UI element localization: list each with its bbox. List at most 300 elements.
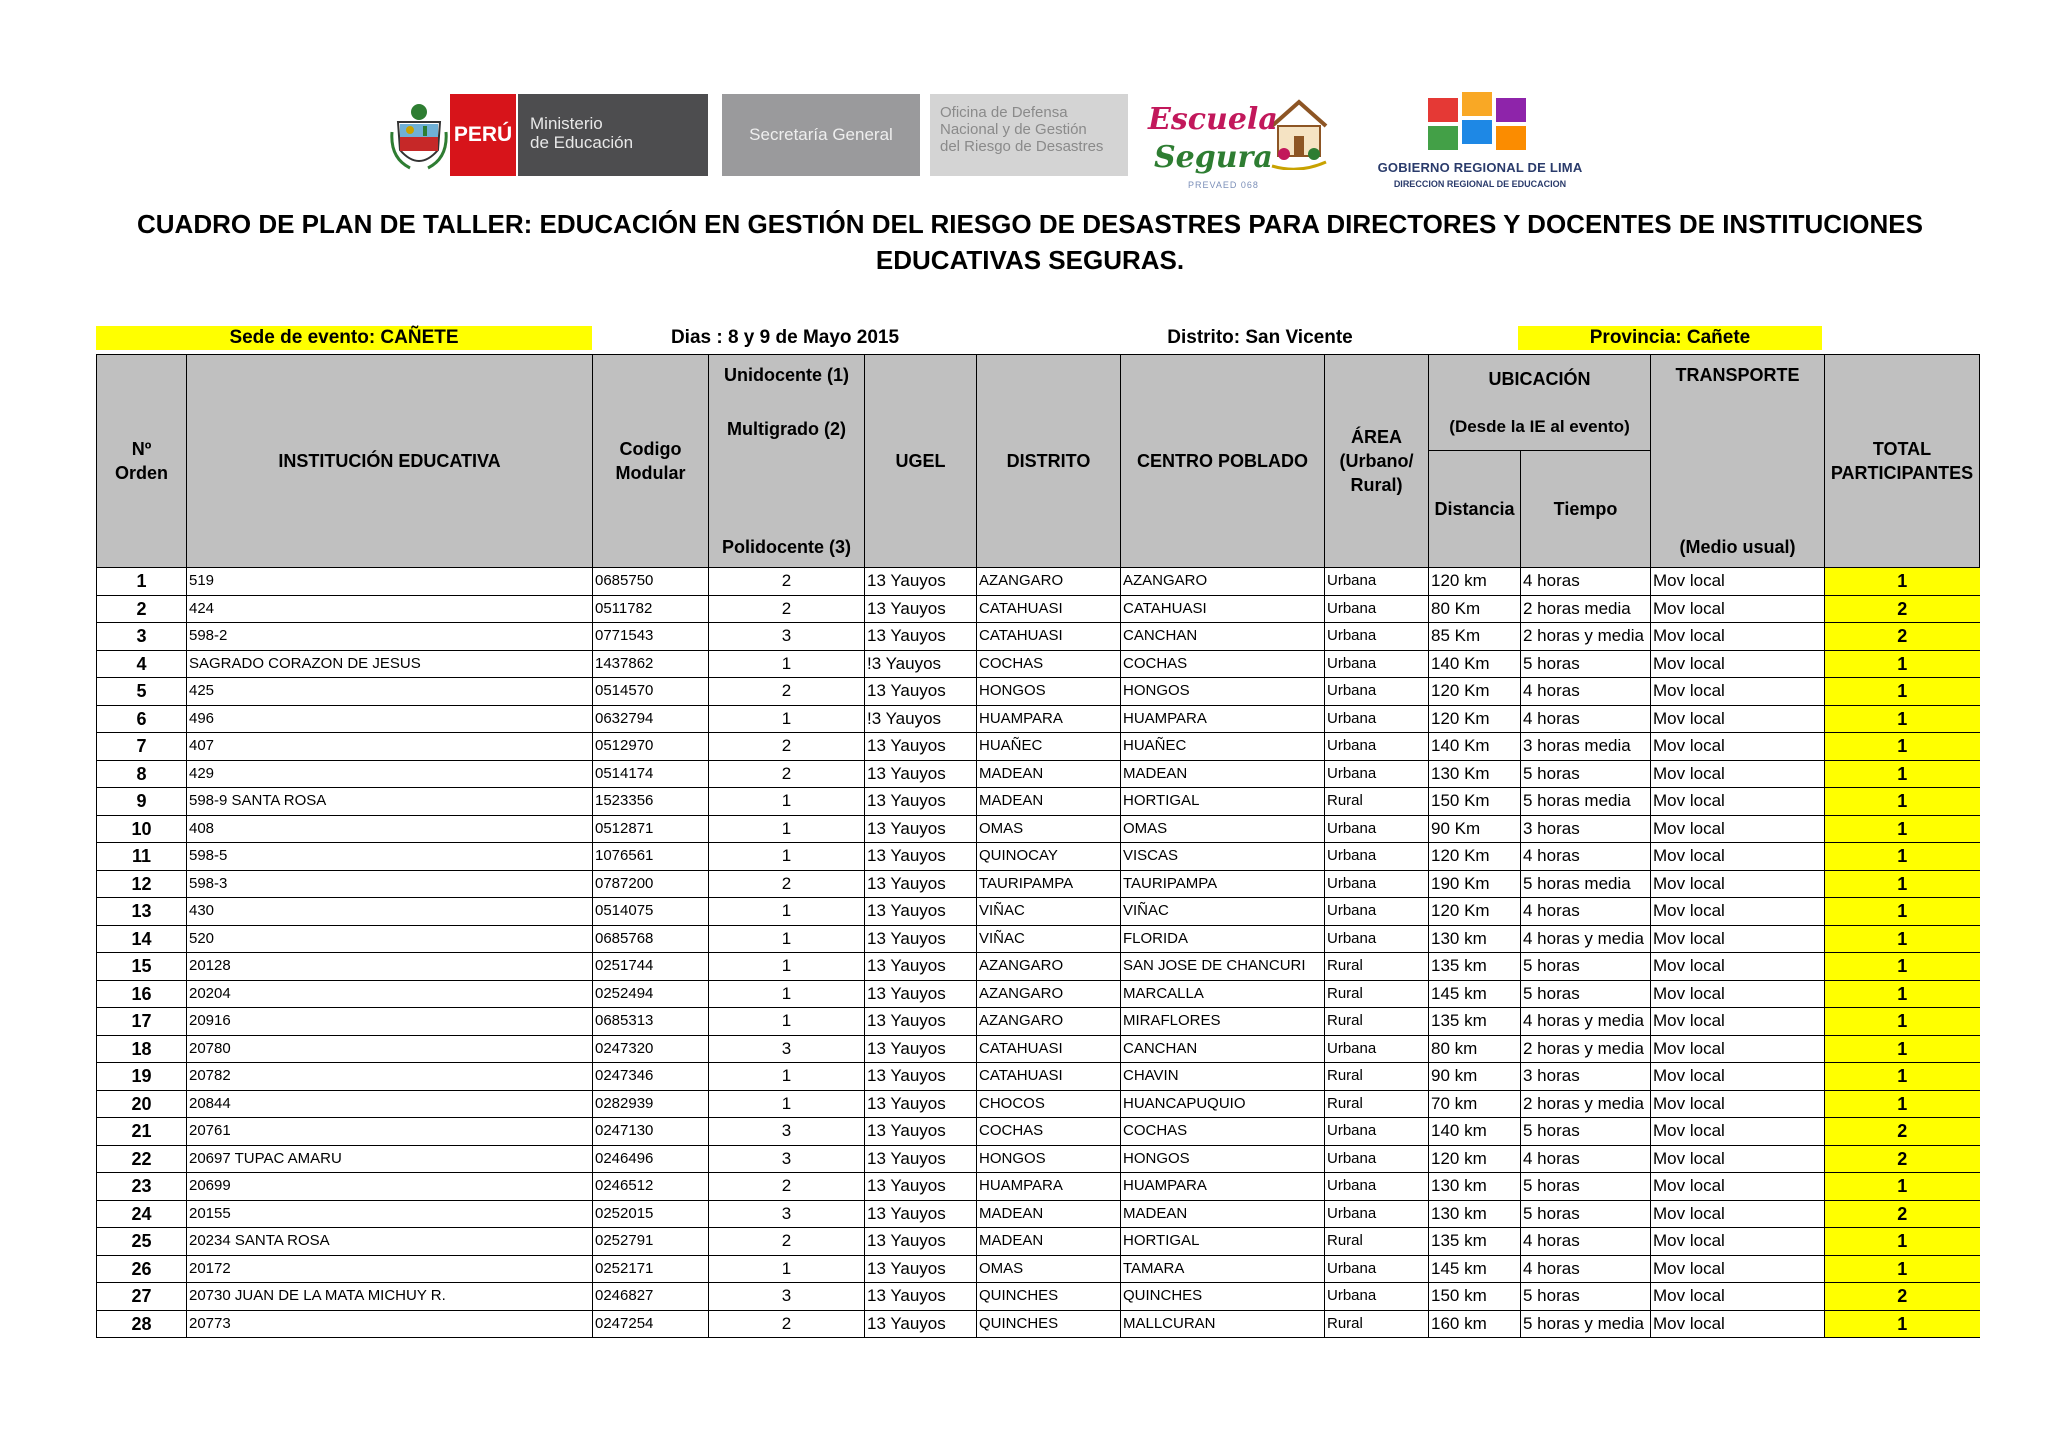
total-cell: 1	[1825, 1063, 1980, 1091]
total-cell: 1	[1825, 1310, 1980, 1338]
distancia-cell: 135 km	[1429, 1008, 1521, 1036]
centro-poblado-cell: COCHAS	[1121, 650, 1325, 678]
institucion-cell: 519	[187, 568, 593, 596]
transporte-cell: Mov local	[1651, 1090, 1825, 1118]
institucion-cell: 20697 TUPAC AMARU	[187, 1145, 593, 1173]
total-cell: 1	[1825, 568, 1980, 596]
institucion-cell: 20916	[187, 1008, 593, 1036]
codigo-cell: 0685313	[593, 1008, 709, 1036]
distrito-cell: OMAS	[977, 1255, 1121, 1283]
table-row	[97, 1090, 1980, 1118]
distrito-cell: MADEAN	[977, 1200, 1121, 1228]
tiempo-cell: 2 horas media	[1521, 595, 1651, 623]
distancia-cell: 135 km	[1429, 953, 1521, 981]
centro-poblado-cell: VISCAS	[1121, 843, 1325, 871]
tiempo-cell: 3 horas media	[1521, 733, 1651, 761]
header-institucion: INSTITUCIÓN EDUCATIVA	[187, 355, 593, 568]
transporte-cell: Mov local	[1651, 650, 1825, 678]
area-cell: Urbana	[1325, 1283, 1429, 1311]
institucion-cell: 408	[187, 815, 593, 843]
table-row	[97, 678, 1980, 706]
institucion-cell: 20234 SANTA ROSA	[187, 1228, 593, 1256]
area-cell: Urbana	[1325, 870, 1429, 898]
centro-poblado-cell: MALLCURAN	[1121, 1310, 1325, 1338]
tipo-cell: 1	[709, 705, 865, 733]
distancia-cell: 130 km	[1429, 1200, 1521, 1228]
prevaed-text: PREVAED 068	[1188, 180, 1259, 190]
distrito-cell: MADEAN	[977, 1228, 1121, 1256]
codigo-cell: 0247130	[593, 1118, 709, 1146]
tipo-cell: 2	[709, 568, 865, 596]
codigo-cell: 0514075	[593, 898, 709, 926]
tipo-cell: 3	[709, 1118, 865, 1146]
transporte-cell: Mov local	[1651, 733, 1825, 761]
tipo-cell: 2	[709, 1310, 865, 1338]
area-cell: Urbana	[1325, 650, 1429, 678]
codigo-cell: 0512970	[593, 733, 709, 761]
transporte-cell: Mov local	[1651, 1228, 1825, 1256]
tipo-cell: 1	[709, 843, 865, 871]
institucion-cell: 20730 JUAN DE LA MATA MICHUY R.	[187, 1283, 593, 1311]
ugel-cell: 13 Yauyos	[865, 870, 977, 898]
tipo-cell: 3	[709, 1200, 865, 1228]
institucion-cell: 430	[187, 898, 593, 926]
dias-label: Dias : 8 y 9 de Mayo 2015	[670, 327, 900, 348]
tipo-cell: 1	[709, 1090, 865, 1118]
centro-poblado-cell: HUANCAPUQUIO	[1121, 1090, 1325, 1118]
centro-poblado-cell: OMAS	[1121, 815, 1325, 843]
table-row	[97, 1200, 1980, 1228]
tipo-cell: 1	[709, 1255, 865, 1283]
tipo-cell: 1	[709, 650, 865, 678]
distancia-cell: 160 km	[1429, 1310, 1521, 1338]
ugel-cell: 13 Yauyos	[865, 788, 977, 816]
row-number: 12	[97, 870, 187, 898]
transporte-cell: Mov local	[1651, 843, 1825, 871]
tipo-cell: 2	[709, 595, 865, 623]
row-number: 23	[97, 1173, 187, 1201]
table-row	[97, 705, 1980, 733]
transporte-cell: Mov local	[1651, 788, 1825, 816]
distrito-cell: QUINOCAY	[977, 843, 1121, 871]
distancia-cell: 80 km	[1429, 1035, 1521, 1063]
tipo-cell: 2	[709, 870, 865, 898]
area-cell: Urbana	[1325, 568, 1429, 596]
table-row	[97, 1310, 1980, 1338]
ugel-cell: 13 Yauyos	[865, 953, 977, 981]
tiempo-cell: 5 horas	[1521, 980, 1651, 1008]
codigo-cell: 0252791	[593, 1228, 709, 1256]
table-row	[97, 843, 1980, 871]
table-row	[97, 1173, 1980, 1201]
distrito-cell: CHOCOS	[977, 1090, 1121, 1118]
total-cell: 2	[1825, 1283, 1980, 1311]
ugel-cell: !3 Yauyos	[865, 650, 977, 678]
ugel-cell: 13 Yauyos	[865, 1283, 977, 1311]
institucion-cell: 520	[187, 925, 593, 953]
area-cell: Urbana	[1325, 1035, 1429, 1063]
tipo-cell: 2	[709, 733, 865, 761]
area-cell: Urbana	[1325, 898, 1429, 926]
row-number: 4	[97, 650, 187, 678]
ugel-cell: 13 Yauyos	[865, 623, 977, 651]
area-cell: Rural	[1325, 1228, 1429, 1256]
area-cell: Urbana	[1325, 1255, 1429, 1283]
tipo-cell: 1	[709, 1008, 865, 1036]
codigo-cell: 0246827	[593, 1283, 709, 1311]
table-row	[97, 733, 1980, 761]
total-cell: 1	[1825, 1035, 1980, 1063]
transporte-cell: Mov local	[1651, 705, 1825, 733]
codigo-cell: 0247320	[593, 1035, 709, 1063]
codigo-cell: 0771543	[593, 623, 709, 651]
ugel-cell: 13 Yauyos	[865, 733, 977, 761]
total-cell: 2	[1825, 1200, 1980, 1228]
distancia-cell: 190 Km	[1429, 870, 1521, 898]
transporte-cell: Mov local	[1651, 1035, 1825, 1063]
row-number: 26	[97, 1255, 187, 1283]
institucion-cell: 20780	[187, 1035, 593, 1063]
total-cell: 1	[1825, 678, 1980, 706]
area-cell: Urbana	[1325, 1118, 1429, 1146]
header-codigo: Codigo Modular	[593, 355, 709, 568]
row-number: 28	[97, 1310, 187, 1338]
codigo-cell: 0514570	[593, 678, 709, 706]
tiempo-cell: 4 horas	[1521, 678, 1651, 706]
row-number: 10	[97, 815, 187, 843]
gobierno-blocks-icon	[1424, 92, 1536, 158]
distancia-cell: 140 Km	[1429, 650, 1521, 678]
area-cell: Rural	[1325, 1090, 1429, 1118]
ugel-cell: 13 Yauyos	[865, 595, 977, 623]
tiempo-cell: 5 horas media	[1521, 788, 1651, 816]
distancia-cell: 120 Km	[1429, 705, 1521, 733]
row-number: 3	[97, 623, 187, 651]
total-cell: 1	[1825, 1173, 1980, 1201]
transporte-cell: Mov local	[1651, 980, 1825, 1008]
centro-poblado-cell: MADEAN	[1121, 1200, 1325, 1228]
row-number: 20	[97, 1090, 187, 1118]
codigo-cell: 0511782	[593, 595, 709, 623]
transporte-cell: Mov local	[1651, 1173, 1825, 1201]
centro-poblado-cell: HUAÑEC	[1121, 733, 1325, 761]
transporte-cell: Mov local	[1651, 1200, 1825, 1228]
distrito-cell: TAURIPAMPA	[977, 870, 1121, 898]
transporte-cell: Mov local	[1651, 870, 1825, 898]
centro-poblado-cell: SAN JOSE DE CHANCURI	[1121, 953, 1325, 981]
table-row	[97, 1283, 1980, 1311]
distrito-cell: HUAMPARA	[977, 705, 1121, 733]
distrito-cell: AZANGARO	[977, 568, 1121, 596]
distancia-cell: 90 km	[1429, 1063, 1521, 1091]
header-centro-poblado: CENTRO POBLADO	[1121, 355, 1325, 568]
table-row	[97, 870, 1980, 898]
row-number: 7	[97, 733, 187, 761]
distancia-cell: 130 Km	[1429, 760, 1521, 788]
area-cell: Urbana	[1325, 843, 1429, 871]
table-row	[97, 1035, 1980, 1063]
peru-coat-of-arms-icon	[390, 102, 448, 172]
distancia-cell: 145 km	[1429, 980, 1521, 1008]
codigo-cell: 0246496	[593, 1145, 709, 1173]
table-row	[97, 1118, 1980, 1146]
codigo-cell: 1523356	[593, 788, 709, 816]
transporte-cell: Mov local	[1651, 925, 1825, 953]
row-number: 5	[97, 678, 187, 706]
distrito-cell: QUINCHES	[977, 1310, 1121, 1338]
centro-poblado-cell: MADEAN	[1121, 760, 1325, 788]
ugel-cell: 13 Yauyos	[865, 1310, 977, 1338]
distancia-cell: 130 km	[1429, 925, 1521, 953]
tiempo-cell: 2 horas y media	[1521, 1090, 1651, 1118]
distrito-cell: CATAHUASI	[977, 1035, 1121, 1063]
tiempo-cell: 4 horas	[1521, 705, 1651, 733]
total-cell: 1	[1825, 1008, 1980, 1036]
codigo-cell: 0282939	[593, 1090, 709, 1118]
area-cell: Rural	[1325, 1063, 1429, 1091]
transporte-cell: Mov local	[1651, 568, 1825, 596]
row-number: 14	[97, 925, 187, 953]
header-distrito: DISTRITO	[977, 355, 1121, 568]
total-cell: 1	[1825, 760, 1980, 788]
row-number: 24	[97, 1200, 187, 1228]
institucion-cell: 425	[187, 678, 593, 706]
codigo-cell: 0252494	[593, 980, 709, 1008]
row-number: 2	[97, 595, 187, 623]
tiempo-cell: 5 horas	[1521, 1173, 1651, 1201]
distancia-cell: 140 km	[1429, 1118, 1521, 1146]
codigo-cell: 1076561	[593, 843, 709, 871]
total-cell: 1	[1825, 705, 1980, 733]
peru-logo: PERÚ	[450, 94, 516, 176]
header-ugel: UGEL	[865, 355, 977, 568]
distancia-cell: 120 km	[1429, 568, 1521, 596]
codigo-cell: 0787200	[593, 870, 709, 898]
tiempo-cell: 5 horas	[1521, 1200, 1651, 1228]
tiempo-cell: 2 horas y media	[1521, 1035, 1651, 1063]
centro-poblado-cell: HORTIGAL	[1121, 788, 1325, 816]
table-row	[97, 760, 1980, 788]
centro-poblado-cell: HORTIGAL	[1121, 1228, 1325, 1256]
tiempo-cell: 5 horas media	[1521, 870, 1651, 898]
tiempo-cell: 4 horas	[1521, 1228, 1651, 1256]
transporte-cell: Mov local	[1651, 1310, 1825, 1338]
distrito-cell: COCHAS	[977, 1118, 1121, 1146]
centro-poblado-cell: CANCHAN	[1121, 623, 1325, 651]
ugel-cell: !3 Yauyos	[865, 705, 977, 733]
area-cell: Urbana	[1325, 623, 1429, 651]
distancia-cell: 135 km	[1429, 1228, 1521, 1256]
distancia-cell: 120 km	[1429, 1145, 1521, 1173]
provincia-label: Provincia: Cañete	[1518, 326, 1822, 350]
ugel-cell: 13 Yauyos	[865, 568, 977, 596]
area-cell: Urbana	[1325, 705, 1429, 733]
tipo-cell: 1	[709, 788, 865, 816]
ugel-cell: 13 Yauyos	[865, 843, 977, 871]
header-total: TOTAL PARTICIPANTES	[1825, 355, 1980, 568]
distrito-cell: AZANGARO	[977, 980, 1121, 1008]
transporte-cell: Mov local	[1651, 760, 1825, 788]
total-cell: 1	[1825, 650, 1980, 678]
secretaria-logo: Secretaría General	[722, 94, 920, 176]
tiempo-cell: 5 horas	[1521, 953, 1651, 981]
distrito-cell: HUAMPARA	[977, 1173, 1121, 1201]
total-cell: 2	[1825, 1145, 1980, 1173]
distrito-cell: AZANGARO	[977, 953, 1121, 981]
tiempo-cell: 4 horas y media	[1521, 1008, 1651, 1036]
centro-poblado-cell: FLORIDA	[1121, 925, 1325, 953]
total-cell: 2	[1825, 623, 1980, 651]
header-distancia: Distancia	[1429, 451, 1521, 568]
header-transporte: TRANSPORTE (Medio usual)	[1651, 355, 1825, 568]
row-number: 27	[97, 1283, 187, 1311]
area-cell: Urbana	[1325, 1145, 1429, 1173]
area-cell: Rural	[1325, 953, 1429, 981]
tiempo-cell: 4 horas	[1521, 898, 1651, 926]
ugel-cell: 13 Yauyos	[865, 925, 977, 953]
gobierno-text: GOBIERNO REGIONAL DE LIMA	[1377, 160, 1583, 175]
area-cell: Urbana	[1325, 760, 1429, 788]
total-cell: 1	[1825, 925, 1980, 953]
distrito-cell: QUINCHES	[977, 1283, 1121, 1311]
oficina-logo: Oficina de Defensa Nacional y de Gestión del Riesgo de Desastres	[930, 94, 1128, 176]
ugel-cell: 13 Yauyos	[865, 1145, 977, 1173]
tiempo-cell: 2 horas y media	[1521, 623, 1651, 651]
transporte-cell: Mov local	[1651, 1283, 1825, 1311]
table-row	[97, 1228, 1980, 1256]
table-row	[97, 623, 1980, 651]
total-cell: 1	[1825, 1255, 1980, 1283]
institucion-cell: 20204	[187, 980, 593, 1008]
distrito-cell: AZANGARO	[977, 1008, 1121, 1036]
distancia-cell: 80 Km	[1429, 595, 1521, 623]
ugel-cell: 13 Yauyos	[865, 1035, 977, 1063]
centro-poblado-cell: CATAHUASI	[1121, 595, 1325, 623]
institucion-cell: 20761	[187, 1118, 593, 1146]
distancia-cell: 90 Km	[1429, 815, 1521, 843]
tipo-cell: 2	[709, 1228, 865, 1256]
total-cell: 1	[1825, 980, 1980, 1008]
distancia-cell: 150 km	[1429, 1283, 1521, 1311]
tiempo-cell: 5 horas	[1521, 1283, 1651, 1311]
codigo-cell: 0685750	[593, 568, 709, 596]
distrito-cell: HUAÑEC	[977, 733, 1121, 761]
header-ubicacion: UBICACIÓN (Desde la IE al evento)	[1429, 355, 1651, 451]
area-cell: Urbana	[1325, 733, 1429, 761]
distrito-label: Distrito: San Vicente	[1167, 327, 1353, 348]
table-row	[97, 1255, 1980, 1283]
distrito-cell: MADEAN	[977, 788, 1121, 816]
row-number: 22	[97, 1145, 187, 1173]
total-cell: 1	[1825, 1228, 1980, 1256]
tiempo-cell: 5 horas	[1521, 1118, 1651, 1146]
transporte-cell: Mov local	[1651, 595, 1825, 623]
codigo-cell: 0685768	[593, 925, 709, 953]
ugel-cell: 13 Yauyos	[865, 1173, 977, 1201]
tipo-cell: 1	[709, 980, 865, 1008]
codigo-cell: 0247254	[593, 1310, 709, 1338]
table-row	[97, 815, 1980, 843]
distrito-cell: VIÑAC	[977, 898, 1121, 926]
institucion-cell: 598-2	[187, 623, 593, 651]
table-row	[97, 1008, 1980, 1036]
ugel-cell: 13 Yauyos	[865, 1228, 977, 1256]
ministerio-logo: Ministerio de Educación	[518, 94, 708, 176]
codigo-cell: 0247346	[593, 1063, 709, 1091]
institucion-cell: 598-5	[187, 843, 593, 871]
ugel-cell: 13 Yauyos	[865, 1118, 977, 1146]
tipo-cell: 1	[709, 815, 865, 843]
area-cell: Rural	[1325, 1310, 1429, 1338]
row-number: 6	[97, 705, 187, 733]
row-number: 11	[97, 843, 187, 871]
row-number: 1	[97, 568, 187, 596]
area-cell: Rural	[1325, 980, 1429, 1008]
row-number: 13	[97, 898, 187, 926]
centro-poblado-cell: VIÑAC	[1121, 898, 1325, 926]
distrito-cell: HONGOS	[977, 678, 1121, 706]
tiempo-cell: 4 horas	[1521, 568, 1651, 596]
codigo-cell: 0246512	[593, 1173, 709, 1201]
codigo-cell: 0251744	[593, 953, 709, 981]
tipo-cell: 3	[709, 1283, 865, 1311]
area-cell: Rural	[1325, 788, 1429, 816]
tiempo-cell: 4 horas y media	[1521, 925, 1651, 953]
area-cell: Urbana	[1325, 1173, 1429, 1201]
institucion-cell: 598-9 SANTA ROSA	[187, 788, 593, 816]
tiempo-cell: 3 horas	[1521, 815, 1651, 843]
total-cell: 1	[1825, 788, 1980, 816]
table-row	[97, 980, 1980, 1008]
tipo-cell: 2	[709, 760, 865, 788]
distancia-cell: 145 km	[1429, 1255, 1521, 1283]
codigo-cell: 0632794	[593, 705, 709, 733]
total-cell: 2	[1825, 595, 1980, 623]
transporte-cell: Mov local	[1651, 678, 1825, 706]
transporte-cell: Mov local	[1651, 953, 1825, 981]
header-orden: Nº Orden	[97, 355, 187, 568]
institucion-cell: 496	[187, 705, 593, 733]
ugel-cell: 13 Yauyos	[865, 1008, 977, 1036]
tipo-cell: 2	[709, 678, 865, 706]
tiempo-cell: 5 horas	[1521, 650, 1651, 678]
total-cell: 1	[1825, 843, 1980, 871]
table-row	[97, 898, 1980, 926]
tiempo-cell: 3 horas	[1521, 1063, 1651, 1091]
centro-poblado-cell: COCHAS	[1121, 1118, 1325, 1146]
distrito-cell: CATAHUASI	[977, 1063, 1121, 1091]
row-number: 21	[97, 1118, 187, 1146]
centro-poblado-cell: MIRAFLORES	[1121, 1008, 1325, 1036]
institucion-cell: 20844	[187, 1090, 593, 1118]
row-number: 25	[97, 1228, 187, 1256]
distancia-cell: 85 Km	[1429, 623, 1521, 651]
codigo-cell: 1437862	[593, 650, 709, 678]
institucion-cell: 424	[187, 595, 593, 623]
ugel-cell: 13 Yauyos	[865, 1200, 977, 1228]
centro-poblado-cell: TAURIPAMPA	[1121, 870, 1325, 898]
distancia-cell: 130 km	[1429, 1173, 1521, 1201]
escuela-segura-logo	[1148, 92, 1338, 196]
centro-poblado-cell: HONGOS	[1121, 678, 1325, 706]
total-cell: 1	[1825, 1090, 1980, 1118]
institucion-cell: 20773	[187, 1310, 593, 1338]
centro-poblado-cell: QUINCHES	[1121, 1283, 1325, 1311]
centro-poblado-cell: CHAVIN	[1121, 1063, 1325, 1091]
area-cell: Urbana	[1325, 925, 1429, 953]
table-row	[97, 1145, 1980, 1173]
table-row	[97, 595, 1980, 623]
